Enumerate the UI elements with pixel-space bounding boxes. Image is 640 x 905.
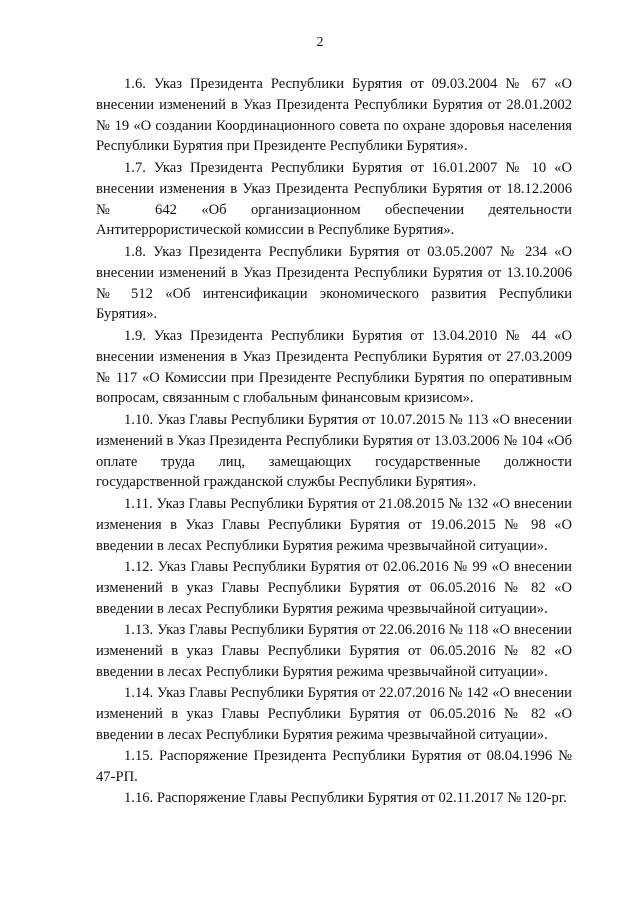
list-item: 1.9. Указ Президента Республики Бурятия от 13.04.2010 № 44 «О внесении изменения в Указ Президента Республики Бурятия от 27.03.2009 № 117 «О Комиссии при Президенте Республики Бурятия по оперативным вопросам, связанным с глобальным финансовым кризисом». xyxy=(96,328,572,407)
list-item: 1.6. Указ Президента Республики Бурятия от 09.03.2004 № 67 «О внесении изменений в Указ Президента Республики Бурятия от 28.01.2002 № 19 «О создании Координационного совета по охране здоровья населения Республики Бурятия при Президенте Республики Бурятия». xyxy=(96,76,572,155)
list-item: 1.13. Указ Главы Республики Бурятия от 22.06.2016 № 118 «О внесении изменений в указ Главы Республики Бурятия от 06.05.2016 № 82 «О введении в лесах Республики Бурятия режима чрезвычайной ситуации». xyxy=(96,622,572,680)
list-item: 1.8. Указ Президента Республики Бурятия от 03.05.2007 № 234 «О внесении изменений в Указ Президента Республики Бурятия от 13.10.2006 № 512 «Об интенсификации экономического развития Республики Бурятия». xyxy=(96,244,572,323)
list-item: 1.11. Указ Главы Республики Бурятия от 21.08.2015 № 132 «О внесении изменения в Указ Главы Республики Бурятия от 19.06.2015 № 98 «О введении в лесах Республики Бурятия режима чрезвычайной ситуации». xyxy=(96,496,572,554)
list-item: 1.15. Распоряжение Президента Республики Бурятия от 08.04.1996 № 47-РП. xyxy=(96,748,572,785)
page-number: 2 xyxy=(316,35,324,50)
list-item: 1.12. Указ Главы Республики Бурятия от 02.06.2016 № 99 «О внесении изменений в указ Главы Республики Бурятия от 06.05.2016 № 82 «О введении в лесах Республики Бурятия режима чрезвычайной ситуации». xyxy=(96,559,572,617)
list-item: 1.7. Указ Президента Республики Бурятия от 16.01.2007 № 10 «О внесении изменения в Указ Президента Республики Бурятия от 18.12.2006 № 642 «Об организационном обеспечении деятельности Антитеррористической комиссии в Республике Бурятия». xyxy=(96,160,572,239)
list-item: 1.10. Указ Главы Республики Бурятия от 10.07.2015 № 113 «О внесении изменений в Указ Президента Республики Бурятия от 13.03.2006 № 104 «Об оплате труда лиц, замещающих государственные должности государственной гражданской службы Республики Бурятия». xyxy=(96,412,572,491)
list-item: 1.14. Указ Главы Республики Бурятия от 22.07.2016 № 142 «О внесении изменений в указ Главы Республики Бурятия от 06.05.2016 № 82 «О введении в лесах Республики Бурятия режима чрезвычайной ситуации». xyxy=(96,685,572,743)
list-item: 1.16. Распоряжение Главы Республики Бурятия от 02.11.2017 № 120-рг. xyxy=(124,790,567,806)
